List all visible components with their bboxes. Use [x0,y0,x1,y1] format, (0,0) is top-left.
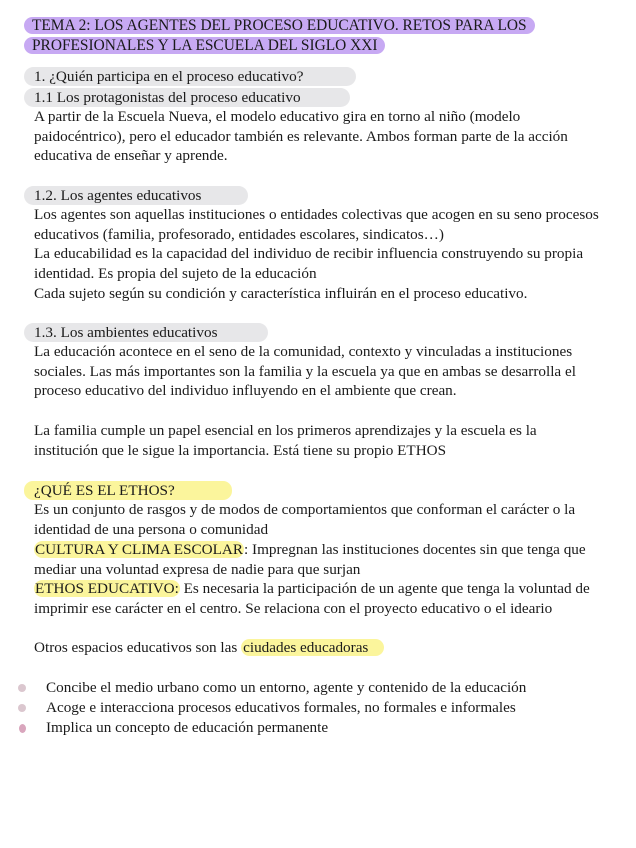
text-otros-espacios: Otros espacios educativos son las [34,639,242,656]
paragraph-educabilidad: La educabilidad es la capacidad del individuo de recibir influencia construyendo su propia identidad. Es propia del sujeto de la educación [34,245,584,282]
text-cultura-clima: : Impregnan las instituciones docentes sin que tenga que mediar una voluntad expresa de nadie para que surjan [34,541,586,578]
document-title [24,16,594,56]
heading-quien-participa: 1. ¿Quién participa en el proceso educativo? [24,67,356,86]
bullet-dot-icon [18,684,26,692]
bullet-list-ciudades-educadoras [0,678,636,737]
bullet-dot-icon [18,704,26,712]
list-item-text: Concibe el medio urbano como un entorno, agente y contenido de la educación [46,679,527,696]
list-item [0,718,636,738]
paragraph-cultura-clima [34,540,604,579]
bullet-dot-icon [19,724,26,733]
text-ethos-educativo: Es necesaria la participación de un agente que tenga la voluntad de imprimir ese carácter en el centro. Se relaciona con el proyecto educativo o el ideario [34,580,590,617]
title-text: TEMA 2: LOS AGENTES DEL PROCESO EDUCATIVO. RETOS PARA LOS PROFESIONALES Y LA ESCUELA DEL SIGLO XXI [24,17,535,54]
list-item-text: Implica un concepto de educación permanente [46,718,329,736]
list-item [0,678,636,698]
heading-ambientes-educativos: 1.3. Los ambientes educativos [24,323,268,342]
term-ethos-educativo: ETHOS EDUCATIVO: [35,580,179,597]
list-item [0,698,636,718]
term-cultura-clima: CULTURA Y CLIMA ESCOLAR [35,541,244,558]
paragraph-agentes-definicion: Los agentes son aquellas instituciones o entidades colectivas que acogen en su seno procesos educativos (familia, profesorado, entidades escolares, sindicatos…) [34,206,599,243]
paragraph-ambientes: La educación acontece en el seno de la comunidad, contexto y vinculadas a instituciones sociales. Las más importantes son la familia y la escuela ya que en ambas se desarrolla el proceso educativo del individuo influyendo en el ambiente que crean. [34,343,576,400]
paragraph-ethos-definicion: Es un conjunto de rasgos y de modos de comportamientos que conforman el carácter o la identidad de una persona o comunidad [34,501,576,538]
paragraph-ethos-educativo [34,579,604,618]
heading-que-es-ethos: ¿QUÉ ES EL ETHOS? [24,481,232,500]
paragraph-protagonistas: A partir de la Escuela Nueva, el modelo educativo gira en torno al niño (modelo paidocéntrico), pero el educador también es relevante. Ambos forman parte de la acción educativa de enseñar y aprende. [34,108,568,165]
list-item-text: Acoge e interacciona procesos educativos formales, no formales e informales [46,698,516,716]
heading-agentes-educativos: 1.2. Los agentes educativos [24,186,248,205]
heading-protagonistas: 1.1 Los protagonistas del proceso educativo [24,88,350,107]
paragraph-condicion: Cada sujeto según su condición y característica influirán en el proceso educativo. [34,285,528,302]
term-ciudades-educadoras: ciudades educadoras [241,639,384,656]
paragraph-otros-espacios [34,638,604,658]
paragraph-familia: La familia cumple un papel esencial en los primeros aprendizajes y la escuela es la institución que le sigue la importancia. Está tiene su propio ETHOS [34,422,537,459]
